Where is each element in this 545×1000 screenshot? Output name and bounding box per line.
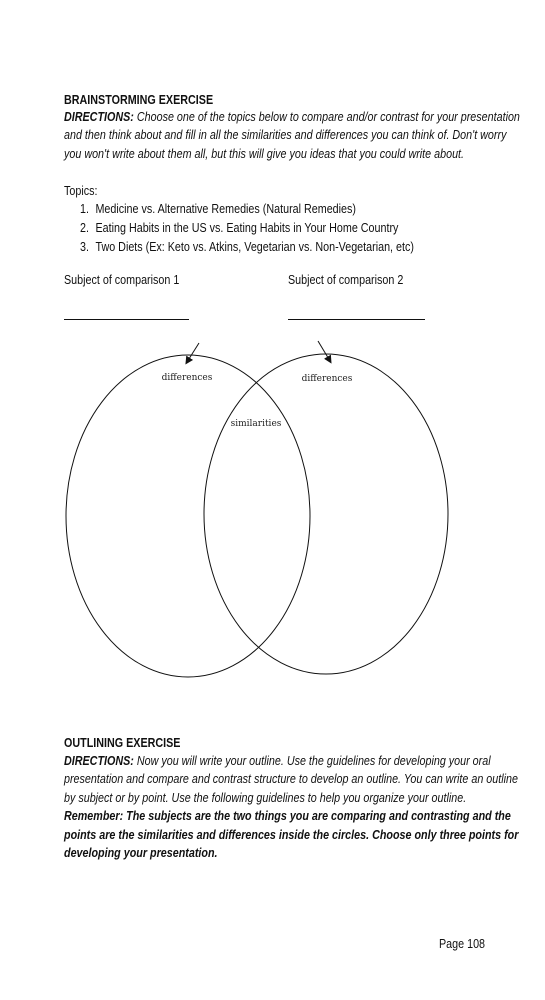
directions-text: Choose one of the topics below to compare and/or contrast for your presentation (136, 110, 520, 124)
outlining-directions-line-1 (64, 751, 491, 771)
outlining-heading: OUTLINING EXERCISE (64, 736, 181, 750)
remember-text: The subjects are the two things you are comparing and contrasting and the (126, 809, 511, 823)
venn-diagram (0, 330, 545, 690)
subject-2-blank[interactable] (288, 319, 425, 320)
remember-label: Remember: (64, 809, 124, 823)
directions-label: DIRECTIONS: (64, 110, 134, 124)
topic-number: 3. (80, 240, 89, 254)
subject-2-label: Subject of comparison 2 (288, 273, 404, 287)
brainstorming-directions-line-1 (64, 107, 520, 127)
remember-line-2: points are the similarities and differences inside the circles. Choose only three points for (64, 828, 519, 842)
brainstorming-directions-line-2: and then think about and fill in all the similarities and differences you can think of. Don't worry (64, 128, 507, 142)
outlining-directions-line-2: presentation and compare and contrast structure to develop an outline. You can write an outline (64, 772, 518, 786)
topic-text: Eating Habits in the US vs. Eating Habits in Your Home Country (95, 221, 399, 235)
subject-1-blank[interactable] (64, 319, 189, 320)
topic-item-2 (80, 218, 398, 238)
topic-text: Two Diets (Ex: Keto vs. Atkins, Vegetarian vs. Non-Vegetarian, etc) (95, 240, 414, 254)
topic-item-1 (80, 199, 356, 219)
directions-text: Now you will write your outline. Use the guidelines for developing your oral (136, 754, 491, 768)
brainstorming-directions-line-3: you won't write about them all, but this will give you ideas that you could write about. (64, 147, 465, 161)
directions-label: DIRECTIONS: (64, 754, 134, 768)
subject-1-label: Subject of comparison 1 (64, 273, 180, 287)
page-number: Page 108 (439, 937, 486, 951)
remember-line-1 (64, 806, 511, 826)
left-circle[interactable] (66, 355, 310, 677)
left-arrow-icon (187, 343, 199, 362)
topic-number: 1. (80, 202, 89, 216)
topic-item-3 (80, 237, 414, 257)
topic-text: Medicine vs. Alternative Remedies (Natural Remedies) (95, 202, 356, 216)
left-differences-label: differences (161, 373, 213, 383)
topic-number: 2. (80, 221, 89, 235)
right-differences-label: differences (301, 374, 353, 384)
remember-line-3: developing your presentation. (64, 846, 218, 860)
topics-label: Topics: (64, 184, 98, 198)
similarities-label: similarities (230, 419, 282, 429)
brainstorming-heading: BRAINSTORMING EXERCISE (64, 93, 214, 107)
right-circle[interactable] (204, 354, 448, 674)
right-arrow-icon (318, 341, 330, 361)
outlining-directions-line-3: by subject or by point. Use the following guidelines to help you organize your outline. (64, 791, 467, 805)
